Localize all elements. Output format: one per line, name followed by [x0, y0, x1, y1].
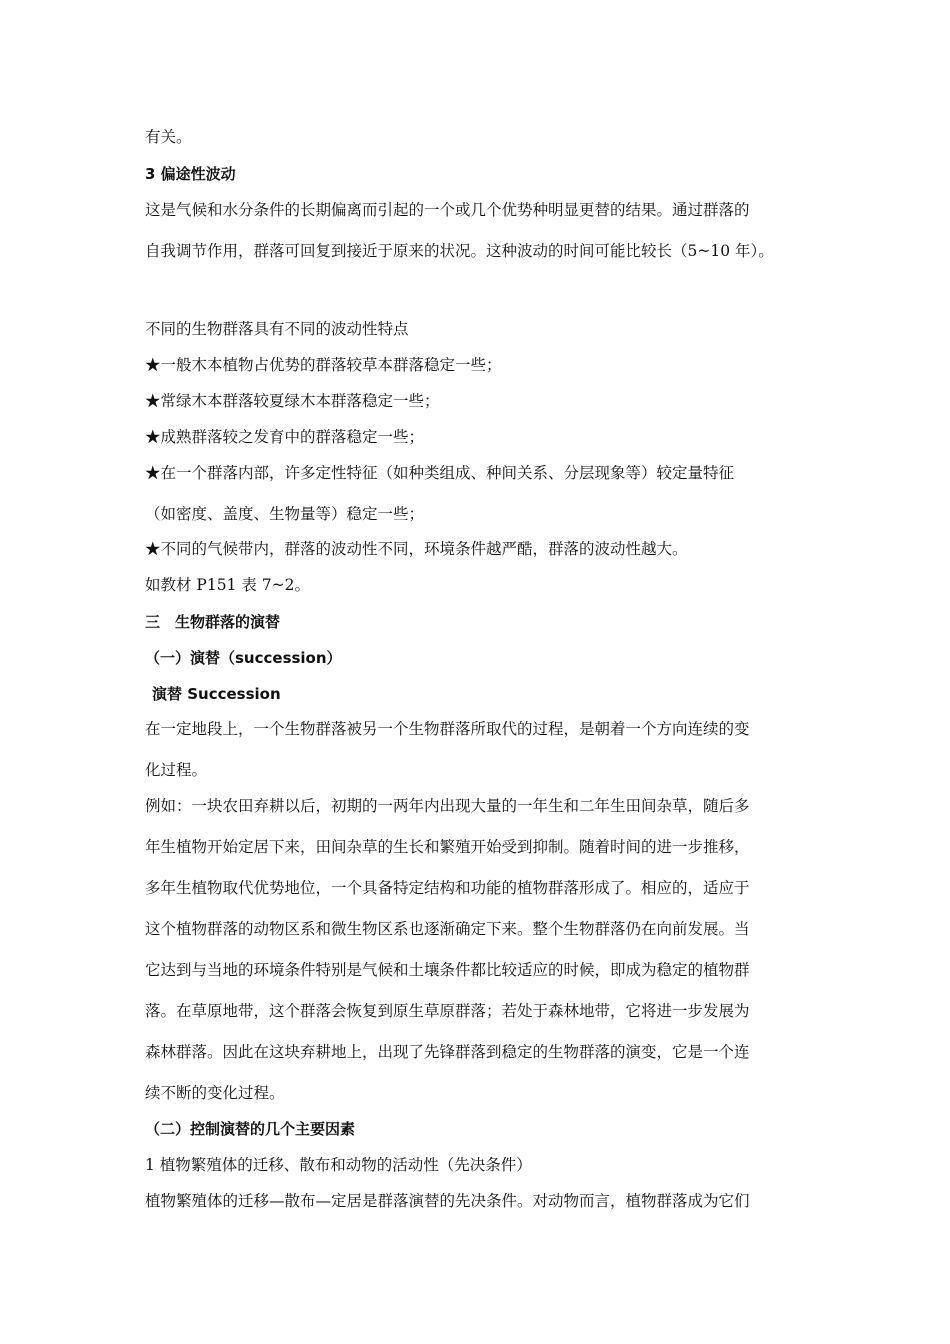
text-line: 落。在草原地带，这个群落会恢复到原生草原群落；若处于森林地带，它将进一步发展为 [145, 1002, 750, 1020]
text-line: 年生植物开始定居下来，田间杂草的生长和繁殖开始受到抑制。随着时间的进一步推移， [145, 838, 750, 856]
text-line: 这个植物群落的动物区系和微生物区系也逐渐确定下来。整个生物群落仍在向前发展。当 [145, 920, 750, 938]
bullet-item: ★不同的气候带内，群落的波动性不同，环境条件越严酷，群落的波动性越大。 [145, 540, 688, 558]
text-line: 续不断的变化过程。 [145, 1084, 285, 1102]
text-line: 有关。 [145, 128, 192, 146]
text-line: 例如：一块农田弃耕以后，初期的一两年内出现大量的一年生和二年生田间杂草，随后多 [145, 797, 750, 815]
text-line: 它达到与当地的环境条件特别是气候和土壤条件都比较适应的时候，即成为稳定的植物群 [145, 961, 750, 979]
subsection-heading: （一）演替（succession） [145, 649, 342, 667]
subsection-heading: （二）控制演替的几个主要因素 [145, 1120, 356, 1138]
text-line: 森林群落。因此在这块弃耕地上，出现了先锋群落到稳定的生物群落的演变，它是一个连 [145, 1043, 750, 1061]
text-line: 多年生植物取代优势地位，一个具备特定结构和功能的植物群落形成了。相应的，适应于 [145, 879, 750, 897]
bullet-item: ★一般木本植物占优势的群落较草本群落稳定一些； [145, 356, 502, 374]
text-line: 不同的生物群落具有不同的波动性特点 [145, 320, 409, 338]
text-line: 在一定地段上，一个生物群落被另一个生物群落所取代的过程，是朝着一个方向连续的变 [145, 720, 750, 738]
section-heading: 三 生物群落的演替 [145, 613, 281, 631]
text-line: 这是气候和水分条件的长期偏离而引起的一个或几个优势种明显更替的结果。通过群落的 [145, 201, 750, 219]
text-line: 植物繁殖体的迁移—散布—定居是群落演替的先决条件。对动物而言，植物群落成为它们 [145, 1192, 750, 1210]
text-line: （如密度、盖度、生物量等）稳定一些； [145, 505, 425, 523]
subsection-heading: 3 偏途性波动 [145, 165, 236, 183]
text-line: 自我调节作用，群落可回复到接近于原来的状况。这种波动的时间可能比较长（5~10 年）。 [145, 242, 774, 260]
term-heading: 演替 Succession [152, 685, 281, 703]
bullet-item: ★在一个群落内部，许多定性特征（如种类组成、种间关系、分层现象等）较定量特征 [145, 464, 735, 482]
text-line: 1 植物繁殖体的迁移、散布和动物的活动性（先决条件） [145, 1156, 532, 1174]
bullet-item: ★成熟群落较之发育中的群落稳定一些； [145, 428, 425, 446]
bullet-item: ★常绿木本群落较夏绿木本群落稳定一些； [145, 392, 440, 410]
text-line: 化过程。 [145, 761, 208, 779]
text-line: 如教材 P151 表 7~2。 [145, 576, 311, 594]
